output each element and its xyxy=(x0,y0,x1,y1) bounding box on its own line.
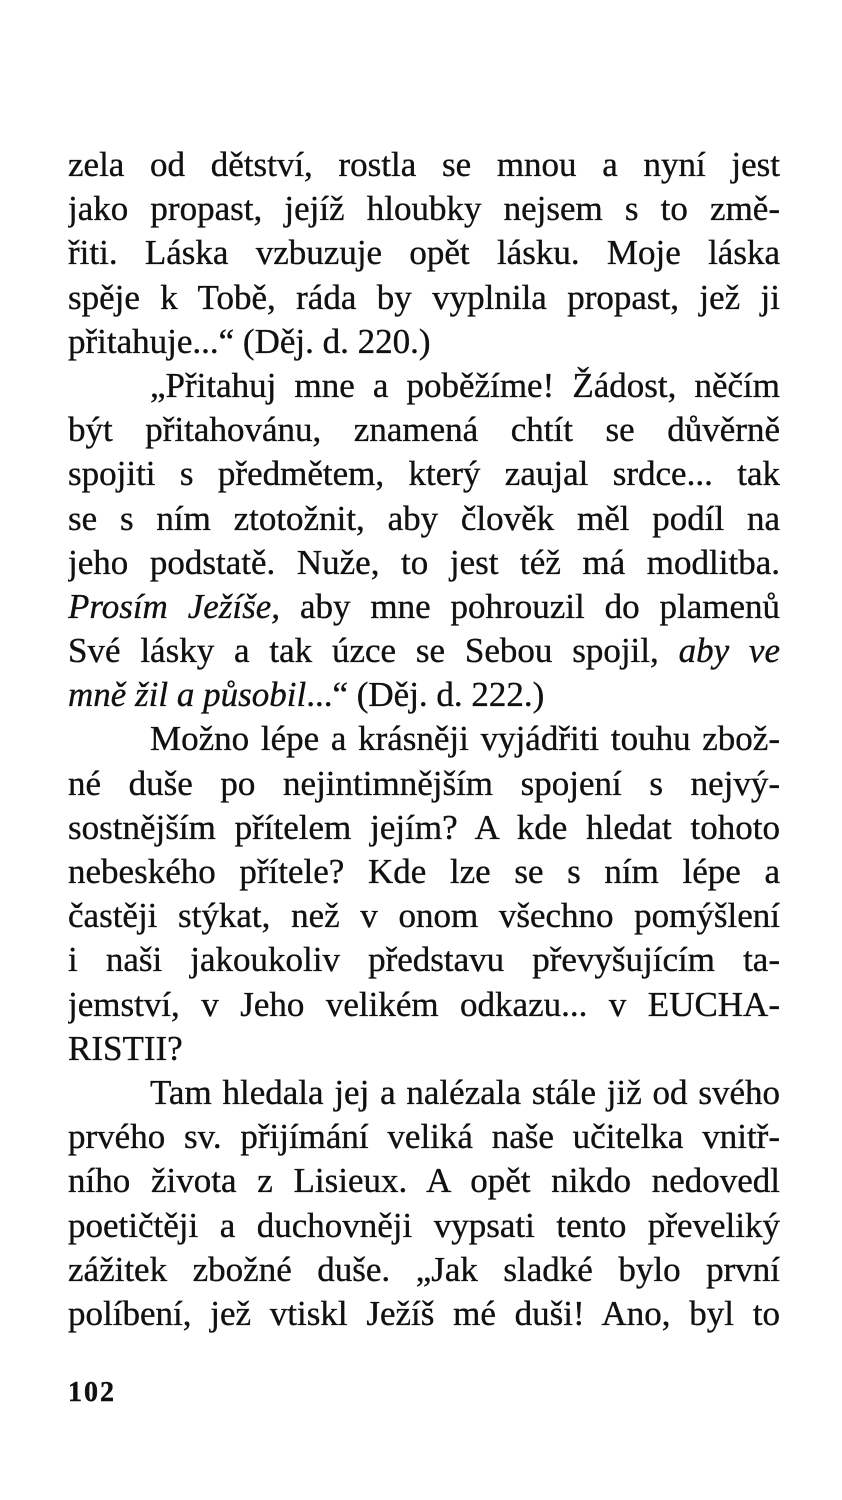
italic-text: mně žil a působil xyxy=(68,675,307,715)
text-line: i naši jakoukoliv představu převyšujícím ta- xyxy=(68,940,780,980)
text-line: jemství, v Jeho velikém odkazu... v EUCHA- xyxy=(68,984,780,1024)
text-line: „Přitahuj mne a poběžíme! Žádost, něčím xyxy=(150,365,780,405)
text-line: RISTII? xyxy=(68,1028,183,1068)
text-line: být přitahovánu, znamená chtít se důvěrně xyxy=(68,410,780,450)
text-line: ního života z Lisieux. A opět nikdo nedovedl xyxy=(68,1161,780,1201)
text-line: se s ním ztotožnit, aby člověk měl podíl na xyxy=(68,498,780,538)
italic-text: Prosím Ježíše, xyxy=(68,586,281,626)
text-line: řiti. Láska vzbuzuje opět lásku. Moje láska xyxy=(68,233,780,273)
text-line: prvého sv. přijímání veliká naše učitelka vnitř- xyxy=(68,1117,780,1157)
text-line xyxy=(68,673,780,717)
text-line: zela od dětství, rostla se mnou a nyní jest xyxy=(68,145,780,184)
text-line: jeho podstatě. Nuže, to jest též má modlitba. xyxy=(68,542,780,582)
text-line: né duše po nejintimnějším spojení s nejvý- xyxy=(68,763,780,803)
text-line: přitahuje...“ (Děj. d. 220.) xyxy=(68,321,431,361)
text-segment: aby mne pohrouzil do plamenů xyxy=(280,586,780,626)
text-segment: Své lásky a tak úzce se Sebou spojil, xyxy=(68,631,679,671)
text-line: častěji stýkat, než v onom všechno pomýšlení xyxy=(68,896,780,936)
body-text xyxy=(68,143,780,1336)
text-line: Možno lépe a krásněji vyjádřiti touhu zbož- xyxy=(150,719,780,759)
text-line: Tam hledala jej a nalézala stále již od svého xyxy=(150,1072,780,1112)
page-number: 102 xyxy=(68,1377,116,1408)
text-line: poetičtěji a duchovněji vypsati tento převeliký xyxy=(68,1205,780,1245)
text-line: nebeského přítele? Kde lze se s ním lépe a xyxy=(68,852,780,891)
text-line: spojiti s předmětem, který zaujal srdce... tak xyxy=(68,454,780,494)
text-segment: ...“ (Děj. d. 222.) xyxy=(306,675,545,715)
italic-text: aby ve xyxy=(678,631,780,671)
text-line xyxy=(68,585,780,629)
text-line: spěje k Tobě, ráda by vyplnila propast, jež ji xyxy=(68,277,780,317)
text-line: zážitek zbožné duše. „Jak sladké bylo první xyxy=(68,1249,780,1289)
text-line: jako propast, jejíž hloubky nejsem s to změ- xyxy=(68,189,780,229)
text-line: políbení, jež vtiskl Ježíš mé duši! Ano, byl to xyxy=(68,1293,780,1333)
text-line xyxy=(68,629,780,673)
text-line: sostnějším přítelem jejím? A kde hledat tohoto xyxy=(68,807,780,847)
